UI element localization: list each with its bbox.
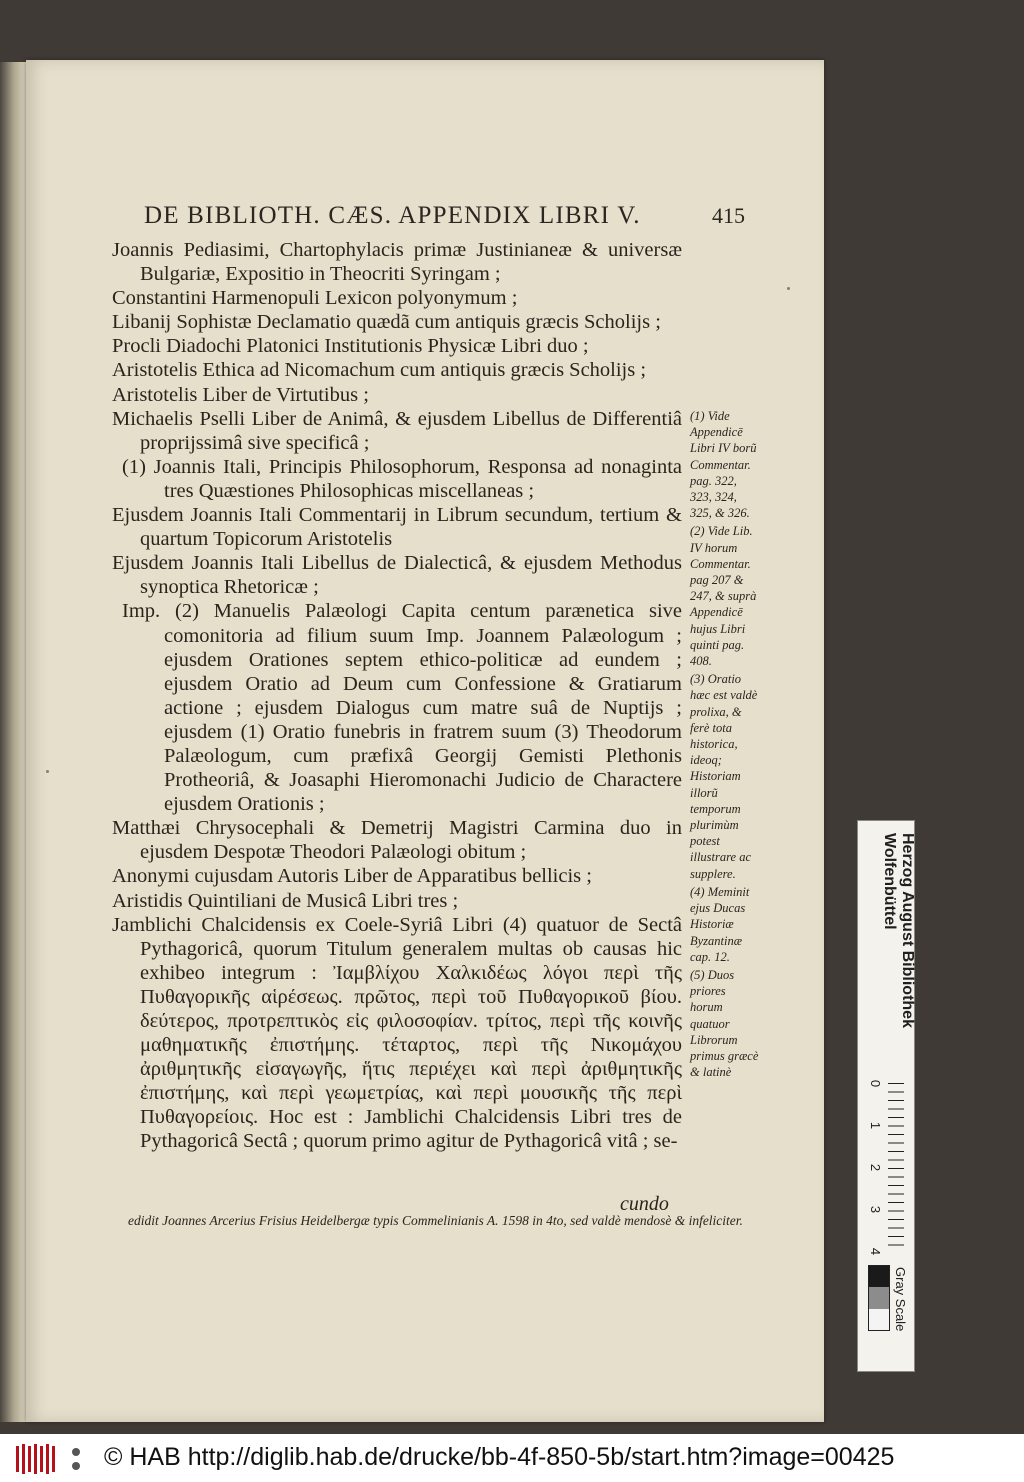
catalog-entry: Ejusdem Joannis Itali Commentarij in Librum secundum, tertium & quartum Topicorum Aristotelis [112,504,682,551]
color-scale-ruler [857,820,915,1372]
scale-number: 2 [868,1163,884,1172]
catalog-entry: Jamblichi Chalcidensis ex Coele-Syriâ Libri (4) quatuor de Sectâ Pythagoricâ, quorum Titulum generalem multas ob causas hic exhibeo integrum : Ἰαμβλίχου Χαλκιδέως λόγοι περὶ τῆς Πυθαγορικῆς αἱρέσεως. πρῶτος, περὶ τοῦ Πυθαγορικοῦ βίου. δεύτερος, προτρεπτικὸς εἰς φιλοσοφίαν. τρίτος, περὶ τῆς κοινῆς μαθηματικῆς ἐπιστήμης. τέταρτος, περὶ τῆς Νικομάχου ἀριθμητικῆς εἰσαγωγῆς, ἥτις περιέχει καὶ περὶ ἀριθμητικῆς ἐπιστήμης, καὶ περὶ γεωμετρίας, καὶ περὶ μουσικῆς τῆς περὶ Πυθαγορείοις. Hoc est : Jamblichi Chalcidensis Libri tres de Pythagoricâ Sectâ ; quorum primo agitur de Pythagoricâ vitâ ; se- [112,913,682,1153]
ink-speck [787,287,790,290]
catalog-entry: Ejusdem Joannis Itali Libellus de Dialecticâ, & ejusdem Methodus synoptica Rhetoricæ ; [112,552,682,599]
page-number: 415 [712,203,745,228]
gray-scale-label: Gray Scale [893,1267,908,1332]
scale-number: 4 [868,1247,884,1256]
running-head: DE BIBLIOTH. CÆS. APPENDIX LIBRI V. [144,202,641,229]
scale-number: 3 [868,1205,884,1214]
copyright-link[interactable]: © HAB http://diglib.hab.de/drucke/bb-4f-850-5b/start.htm?image=00425 [104,1443,895,1471]
catalog-entry: (1) Joannis Itali, Principis Philosophorum, Responsa ad nonaginta tres Quæstiones Philosophicas miscellaneas ; [122,455,682,502]
catalog-entry: Constantini Harmenopuli Lexicon polyonymum ; [112,287,518,310]
margin-note: (5) Duos priores horum quatuor Librorum primus græcè & latinè [690,967,759,1080]
catalog-entry: Imp. (2) Manuelis Palæologi Capita centum parænetica sive comonitoria ad filium suum Imp. Joannem Palæologum ; ejusdem Orationes septem ethico-politicæ ad eundem ; ejusdem Oratio ad Deum cum Confessione & Gratiarum actione ; ejusdem Dialogus cum matre suâ de Nuptijs ; ejusdem (1) Oratio funebris in fratrem suum (3) Theodorum Palæologum, cum præfixâ Georgij Gemisti Plethonis Protheoriâ, & Joasaphi Hieromonachi Judicio de Charactere ejusdem Orationis ; [122,600,682,816]
footnote: edidit Joannes Arcerius Frisius Heidelbergæ typis Commelinianis A. 1598 in 4to, sed valdè mendosè & infeliciter. [128,1213,743,1228]
margin-note: (4) Meminit ejus Ducas Historiæ Byzantinæ cap. 12. [690,884,750,964]
library-name-line: Wolfenbüttel [881,833,898,930]
catalog-entry: Michaelis Pselli Liber de Animâ, & ejusdem Libellus de Differentiâ proprijssimâ sive specificâ ; [112,407,682,454]
library-name-line: Herzog August Bibliothek [899,833,916,1028]
previous-page-edge [0,62,26,1422]
catalog-entry: Libanij Sophistæ Declamatio quædã cum antiquis græcis Scholijs ; [112,311,661,334]
margin-notes [690,408,760,1082]
catalog-entries [112,238,682,1154]
library-name [880,833,916,1028]
margin-note: (2) Vide Lib. IV horum Commentar. pag 207 & 247, & suprà Appendicē hujus Libri quinti pag. 408. [690,524,757,669]
hab-logo-icon [14,1442,90,1476]
ink-speck [46,770,49,773]
scale-number: 0 [868,1079,884,1088]
catalog-entry: Procli Diadochi Platonici Institutionis Physicæ Libri duo ; [112,335,589,358]
scale-number: 1 [868,1121,884,1130]
gray-patch [869,1309,889,1330]
catalog-entry: Aristotelis Ethica ad Nicomachum cum antiquis græcis Scholijs ; [112,359,647,382]
footer-bar [0,1434,1024,1482]
catalog-entry: Joannis Pediasimi, Chartophylacis primæ Justinianeæ & universæ Bulgariæ, Expositio in Theocriti Syringam ; [112,239,682,286]
catalog-entry: Anonymi cujusdam Autoris Liber de Apparatibus bellicis ; [112,865,592,888]
scale-ticks [888,1083,904,1253]
catalog-entry: Aristidis Quintiliani de Musicâ Libri tres ; [112,889,459,912]
gray-patch [869,1266,889,1287]
catalog-entry: Matthæi Chrysocephali & Demetrij Magistri Carmina duo in ejusdem Despotæ Theodori Palæologi obitum ; [112,817,682,864]
margin-note: (1) Vide Appendicē Libri IV borũ Commentar. pag. 322, 323, 324, 325, & 326. [690,409,757,521]
margin-note: (3) Oratio hæc est valdè prolixa, & ferè tota historica, ideoq; Historiam illorũ temporum plurimùm potest illustrare ac supplere. [690,672,758,881]
catalog-entry: Aristotelis Liber de Virtutibus ; [112,383,369,406]
catch-word: cundo [620,1193,669,1215]
gray-scale-patches [868,1265,890,1331]
gray-patch [869,1287,889,1308]
